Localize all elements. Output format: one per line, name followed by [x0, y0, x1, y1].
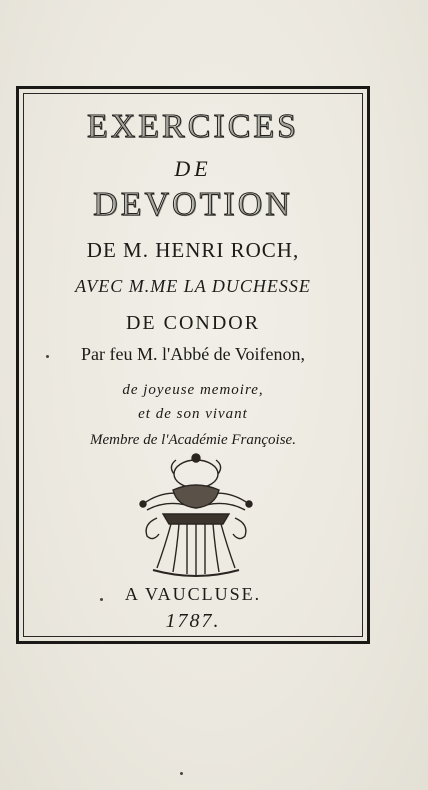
ink-speck — [100, 598, 103, 601]
author-vivant: et de son vivant — [138, 406, 248, 422]
subtitle-duchesse: AVEC M.ME LA DUCHESSE — [75, 276, 311, 296]
ink-speck — [180, 772, 183, 775]
title-devotion: DEVOTION — [93, 186, 293, 223]
author-line: Par feu M. l'Abbé de Voifenon, — [80, 344, 306, 364]
author-academie: Membre de l'Académie Françoise. — [90, 432, 296, 448]
ink-speck — [46, 355, 49, 358]
imprint-place: A VAUCLUSE. — [124, 584, 262, 604]
subtitle-henri-roch: DE M. HENRI ROCH, — [86, 238, 300, 262]
subtitle-condor: DE CONDOR — [125, 312, 261, 334]
title-de: DE — [174, 156, 212, 181]
author-memoire: de joyeuse memoire, — [122, 382, 264, 398]
title-exercices: EXERCICES — [86, 108, 300, 145]
fountain-vignette-icon — [133, 452, 259, 580]
imprint-year: 1787. — [165, 610, 221, 632]
